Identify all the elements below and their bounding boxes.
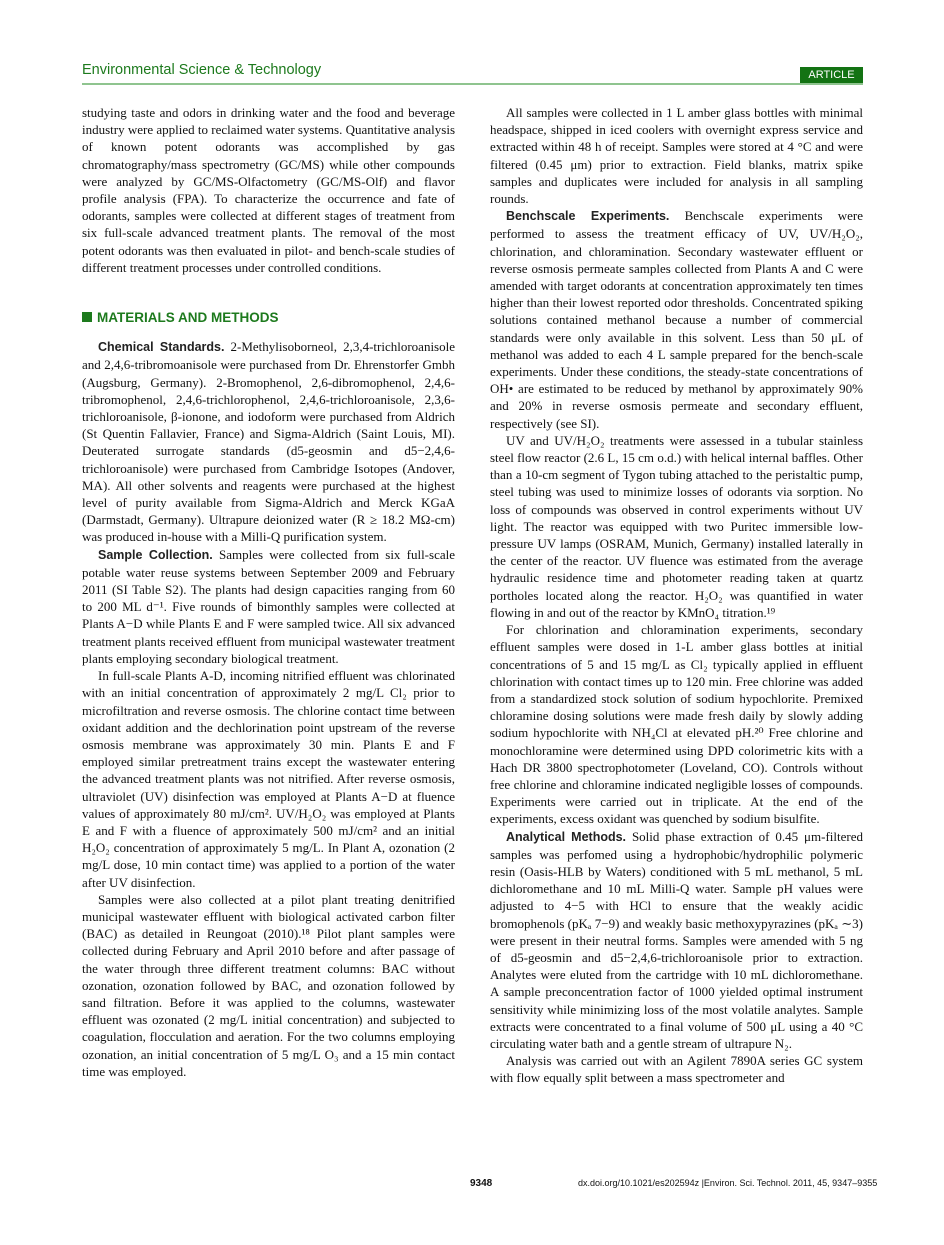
journal-title: Environmental Science & Technology xyxy=(82,62,322,78)
section-title: MATERIALS AND METHODS xyxy=(97,310,279,326)
paragraph: All samples were collected in 1 L amber glass bottles with minimal headspace, shipped in iced coolers with overnight express service and extracted within 48 h of receipt. Samples were stored at 4 °C and were filtered (0.45 μm) prior to extraction. Field blanks, matrix spike samples and duplicates were included for analysis in all sampling rounds. xyxy=(490,105,863,207)
section-square-icon xyxy=(82,312,92,322)
paragraph-text: Benchscale experiments were performed to assess the treatment efficacy of UV, UV/H₂O₂, chlorination, and chloramination. Secondary wastewater effluent or reverse osmosis permeate samples collected from Plants A and C were amended with target odorants at concentration approximately ten times higher than their lowest reported odor thresholds. Concentrated spiking solutions contained methanol because a number of commercial standards were only available in this solvent. Less than 50 μL of methanol was added to each 4 L sample prepared for the bench-scale experiments. Under these conditions, the steady-state concentrations of OH• are estimated to be reduced by methanol by approximately 90% and 20% in reverse osmosis permeate and secondary effluent, respectively (see SI). xyxy=(490,208,864,431)
subsection-title: Chemical Standards. xyxy=(98,340,225,355)
sample-collection-paragraph xyxy=(82,546,455,667)
page-number: 9348 xyxy=(470,1178,493,1189)
subsection-title: Benchscale Experiments. xyxy=(506,209,670,224)
paragraph-text: 2-Methylisoborneol, 2,3,4-trichloroanisole and 2,4,6-tribromoanisole were purchased from Dr. Ehrenstorfer Gmbh (Augsburg, Germany). 2-Bromophenol, 2,6-dibromophenol, 2,4,6-tribromophenol, 2,4,6-trichlorophenol, 2,4,6-trichloroanisole, 2,3,6-trichloroanisole, β-ionone, and iodoform were purchased from Aldrich (St Quentin Fallavier, France) and Sigma-Aldrich (Saint Louis, MI). Deuterated surrogate standards (d5-geosmin and d5−2,4,6-trichloroanisole) were purchased from Cambridge Isotopes (Andover, MA). All other solvents and reagents were purchased at the highest level of purity available from Sigma-Aldrich and Merck KGaA (Darmstadt, Germany). Ultrapure deionized water (R ≥ 18.2 MΩ-cm) was produced in-house with a Milli-Q purification system. xyxy=(82,339,456,545)
left-column xyxy=(82,104,455,1080)
header-rule xyxy=(82,83,863,85)
section-heading xyxy=(82,309,455,326)
paragraph: For chlorination and chloramination experiments, secondary effluent samples were dosed in 1-L amber glass bottles at initial concentrations of 5 and 15 mg/L as Cl₂ typically applied in effluent chlorination with contact times up to 120 min. Free chlorine was added from a standardized stock solution of sodium hypochlorite. Premixed chloramine dosing solutions were made fresh daily by slowly adding sodium hypochlorite with NH₄Cl at elevated pH.²⁰ Free chlorine and monochloramine were determined using DPD colorimetric kits with a Hach DR 3800 spectrophotometer (Loveland, CO). Controls without free chlorine and chloramine indicated negligible losses of compounds. Experiments were carried out in triplicate. At the end of the experiments, excess oxidant was quenched by sodium bisulfite. xyxy=(490,622,863,827)
benchscale-paragraph xyxy=(490,207,863,432)
paragraph: In full-scale Plants A-D, incoming nitrified effluent was chlorinated with an initial concentration of approximately 2 mg/L Cl₂ prior to microfiltration and reverse osmosis. The chlorine contact time between oxidant addition and the dechlorination point upstream of the reverse osmosis membrane was approximately 30 min. Plants E and F employed similar pretreatment trains except the wastewater entering the advanced treatment plants was not nitrified. After reverse osmosis, ultraviolet (UV) disinfection was employed at Plants A−D at fluence values of approximately 80 mJ/cm². UV/H₂O₂ was employed at Plants E and F with a fluence of approximately 500 mJ/cm² and an initial H₂O₂ concentration of approximately 5 mg/L. In Plant A, ozonation (2 mg/L dose, 10 min contact time) was applied to a portion of the water after UV disinfection. xyxy=(82,668,455,890)
paragraph-text: Solid phase extraction of 0.45 μm-filtered samples was perfomed using a hydrophobic/hydrophilic polymeric resin (Oasis-HLB by Waters) conditioned with 5 mL methanol, 5 mL dichloromethane and 10 mL Milli-Q water. Sample pH values were adjusted to 4−5 with HCl to ensure that the weakly acidic bromophenols (pKₐ 7−9) and weakly basic methoxypyrazines (pKₐ ∼3) were present in their neutral forms. Samples were amended with 5 ng of d5-geosmin and d5−2,4,6-trichloroanisole prior to extraction. Analytes were eluted from the cartridge with 10 mL dichloromethane. A sample preconcentration factor of 1000 yielded optimal instrument sensitivity while minimizing loss of the most volatile analytes. Sample extracts were concentrated to a final volume of 500 μL using a 40 °C circulating water bath and a gentle stream of ultrapure N₂. xyxy=(490,828,863,1051)
subsection-title: Analytical Methods. xyxy=(506,829,627,844)
paragraph: Analysis was carried out with an Agilent 7890A series GC system with flow equally split between a mass spectrometer and xyxy=(490,1053,863,1086)
intro-paragraph: studying taste and odors in drinking water and the food and beverage industry were applied to reclaimed water systems. Quantitative analysis of known potent odorants was accomplished by gas chromatography/mass spectrometry (GC/MS) while other compounds were analyzed by GC/MS-Olfactometry (GC/MS-Olf) and flavor profile analysis (FPA). To characterize the occurrence and fate of odorants, samples were collected at different stages of treatment from six full-scale advanced treatment plants. The removal of the most potent odorants was then evaluated in pilot- and bench-scale studies of different treatment processes under controlled conditions. xyxy=(82,105,455,275)
doi-citation[interactable]: dx.doi.org/10.1021/es202594z |Environ. Sci. Technol. 2011, 45, 9347–9355 xyxy=(578,1178,878,1188)
chemical-standards-paragraph xyxy=(82,338,455,545)
article-badge: ARTICLE xyxy=(800,67,863,84)
paragraph: Samples were also collected at a pilot plant treating denitrified municipal wastewater effluent with biological activated carbon filter (BAC) as detailed in Reungoat (2010).¹⁸ Pilot plant samples were collected during February and April 2010 before and after passage of the water through three different treatment columns: BAC without ozonation, ozonation followed by BAC, and ozonation followed by sand filtration. Before it was applied to the columns, wastewater effluent was ozonated (2 mg/L initial concentration) and subjected to coagulation, flocculation and aeration. For the two columns employing ozonation, an initial concentration of 5 mg/L O₃ and a 15 min contact time was employed. xyxy=(82,891,455,1079)
paragraph-text: Samples were collected from six full-scale potable water reuse systems between September 2009 and February 2011 (SI Table S2). The plants had design capacities ranging from 60 to 200 ML d⁻¹. Five rounds of bimonthly samples were collected at Plants A−D while Plants E and F were sampled twice. All six advanced treatment plants received effluent from municipal wastewater treatment plants employing secondary biological treatment. xyxy=(82,546,455,666)
analytical-methods-paragraph xyxy=(490,828,863,1053)
right-column xyxy=(490,104,863,1087)
subsection-title: Sample Collection. xyxy=(98,547,213,562)
paragraph: UV and UV/H₂O₂ treatments were assessed in a tubular stainless steel flow reactor (2.6 L, 15 cm o.d.) with helical internal baffles. Other than a 10-cm segment of Tygon tubing attached to the peristaltic pump, steel tubing was used to minimize losses of odorants via sorption. No loss of compounds was observed in control experiments without UV light. The reactor was equipped with two Puritec immersible low-pressure UV lamps (OSRAM, Munich, Germany) installed laterally in the center of the reactor. UV fluence was estimated from the average hydraulic residence time and photometer reading taken at quartz portholes located along the reactor. H₂O₂ was quantified in water flowing in and out of the reactor by KMnO₄ titration.¹⁹ xyxy=(490,432,863,620)
